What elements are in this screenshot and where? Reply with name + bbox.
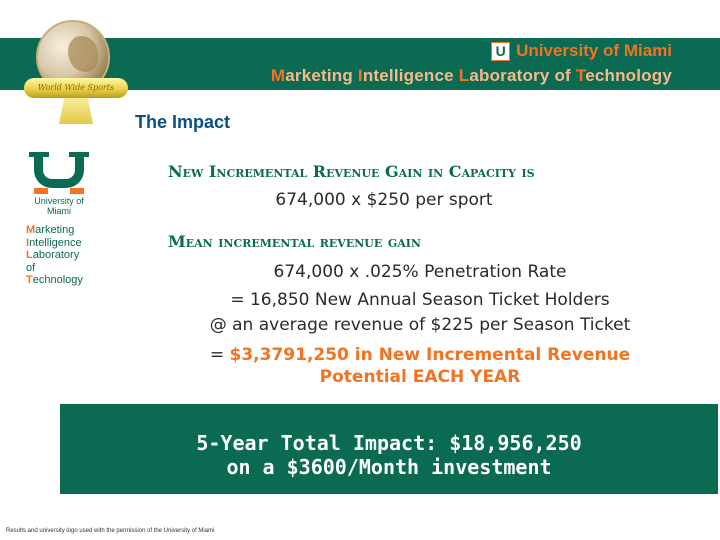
sidebar-university: University of Miami xyxy=(34,196,84,216)
um-u-logo-icon: U xyxy=(491,42,510,61)
sidebar-lab-line: of xyxy=(26,261,36,274)
ticket-holders-result: = 16,850 New Annual Season Ticket Holders xyxy=(230,290,610,310)
globe-logo xyxy=(24,18,128,128)
um-title-line xyxy=(491,40,672,62)
summary-box xyxy=(60,404,718,494)
trophy-pedestal-icon xyxy=(59,98,93,124)
revenue-result-continuation: Potential EACH YEAR xyxy=(319,367,521,387)
sidebar-lab-line: Intelligence xyxy=(26,236,82,249)
summary-total: 5-Year Total Impact: $18,956,250 xyxy=(196,431,582,455)
heading-mean-gain: Mean incremental revenue gain xyxy=(168,232,421,251)
lab-title-cap: T xyxy=(575,66,586,85)
lab-title-cap: I xyxy=(357,66,363,85)
heading-capacity-gain: New Incremental Revenue Gain in Capacity is xyxy=(168,162,535,181)
um-u-large-logo-icon xyxy=(34,152,86,190)
penetration-formula: 674,000 x .025% Penetration Rate xyxy=(273,262,567,282)
lab-title xyxy=(271,66,672,86)
footnote: Results and university logo used with the permission of the University of Miami xyxy=(6,528,215,534)
lab-title-rest: aboratory of xyxy=(469,66,576,85)
capacity-formula: 674,000 x $250 per sport xyxy=(275,190,493,210)
lab-title-cap: M xyxy=(270,66,286,85)
lab-title-rest: arketing xyxy=(285,66,358,85)
revenue-result-highlight: $3,3791,250 in New Incremental Revenue xyxy=(229,345,631,365)
revenue-result-line: = $3,3791,250 in New Incremental Revenue xyxy=(209,345,631,365)
average-revenue-line: @ an average revenue of $225 per Season Ticket xyxy=(209,315,631,335)
lab-title-cap: L xyxy=(458,66,470,85)
slide-title: The Impact xyxy=(135,112,231,132)
summary-investment: on a $3600/Month investment xyxy=(226,455,552,479)
globe-caption: World Wide Sports xyxy=(24,78,128,98)
sidebar-lab-line: Technology xyxy=(26,274,83,286)
sidebar-lab-line: Marketing xyxy=(26,224,75,236)
um-title: University of Miami xyxy=(516,41,672,60)
sidebar-lab-line: Laboratory xyxy=(26,249,80,261)
lab-title-rest: ntelligence xyxy=(362,66,459,85)
lab-title-rest: echnology xyxy=(585,66,672,85)
